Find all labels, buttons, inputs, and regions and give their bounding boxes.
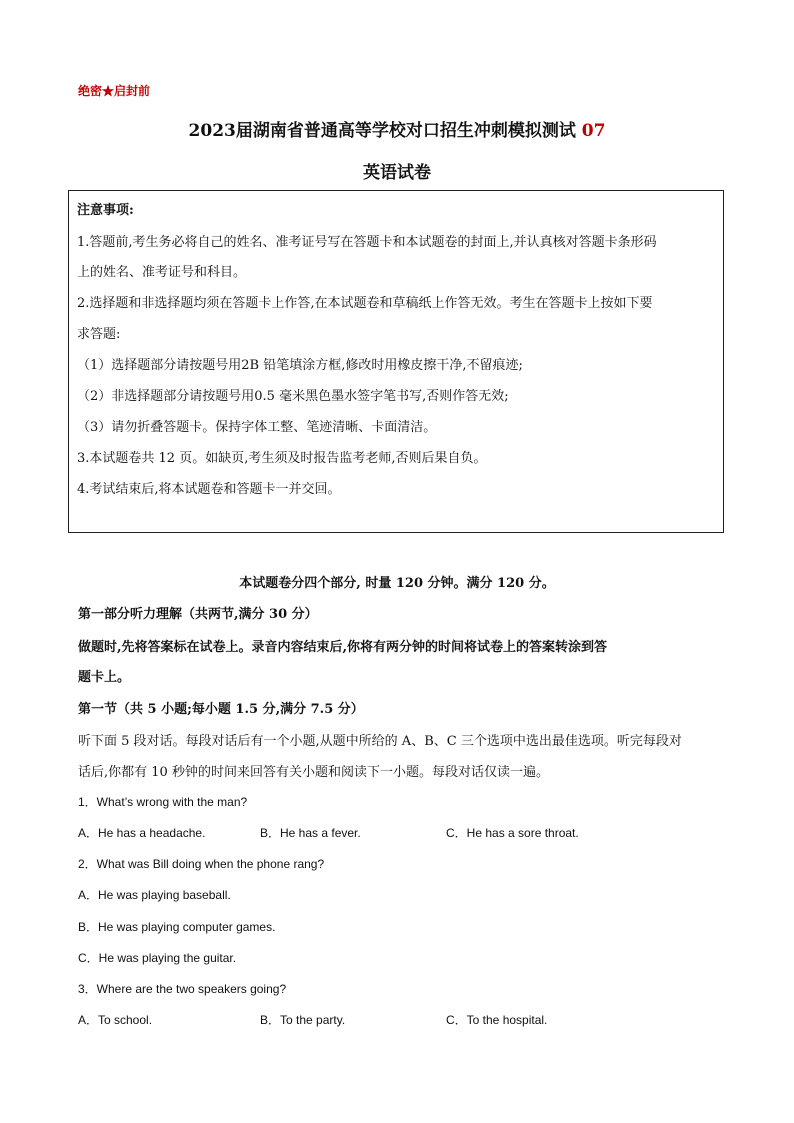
option-c: C．He was playing the guitar. xyxy=(78,951,237,965)
notice-box xyxy=(68,190,724,533)
notice-line: （2）非选择题部分请按题号用0.5 毫米黑色墨水签字笔书写,否则作答无效; xyxy=(77,389,509,404)
option-c: C．To the hospital. xyxy=(446,1013,548,1027)
part1-heading: 第一部分听力理解（共两节,满分 30 分） xyxy=(78,607,318,622)
notice-line: 2.选择题和非选择题均须在答题卡上作答,在本试题卷和草稿纸上作答无效。考生在答题卡上按如下要 xyxy=(77,296,653,311)
part1-instruction: 题卡上。 xyxy=(78,670,131,685)
notice-line: 3.本试题卷共 12 页。如缺页,考生须及时报告监考老师,否则后果自负。 xyxy=(77,451,487,466)
notice-line: （3）请勿折叠答题卡。保持字体工整、笔迹清晰、卡面清洁。 xyxy=(77,420,437,435)
notice-line: 上的姓名、准考证号和科目。 xyxy=(77,265,247,280)
exam-title-number: 07 xyxy=(581,121,606,141)
option-a: A．He was playing baseball. xyxy=(78,888,231,902)
exam-subtitle: 英语试卷 xyxy=(363,163,431,183)
option-b: B．He has a fever. xyxy=(260,826,361,840)
notice-line: 1.答题前,考生务必将自己的姓名、准考证号写在答题卡和本试题卷的封面上,并认真核对答题卡条形码 xyxy=(77,235,657,250)
option-a: A．He has a headache. xyxy=(78,826,206,840)
notice-heading: 注意事项: xyxy=(77,203,134,218)
confidential-mark: 绝密★启封前 xyxy=(78,84,151,98)
part1-instruction: 做题时,先将答案标在试卷上。录音内容结束后,你将有两分钟的时间将试卷上的答案转涂到答 xyxy=(78,640,608,655)
section1-instruction: 话后,你都有 10 秒钟的时间来回答有关小题和阅读下一小题。每段对话仅读一遍。 xyxy=(78,765,549,780)
question-stem: 3．Where are the two speakers going? xyxy=(78,982,287,996)
exam-title-main: 2023届湖南省普通高等学校对口招生冲刺模拟测试 xyxy=(188,121,576,141)
section1-instruction: 听下面 5 段对话。每段对话后有一个小题,从题中所给的 A、B、C 三个选项中选出最佳选项。听完每段对 xyxy=(78,734,682,749)
option-a: A．To school. xyxy=(78,1013,153,1027)
question-stem: 2．What was Bill doing when the phone rang? xyxy=(78,857,325,871)
question-stem: 1．What’s wrong with the man? xyxy=(78,795,248,809)
section1-heading: 第一节（共 5 小题;每小题 1.5 分,满分 7.5 分） xyxy=(78,702,364,717)
option-b: B．To the party. xyxy=(260,1013,346,1027)
notice-line: （1）选择题部分请按题号用2B 铅笔填涂方框,修改时用橡皮擦干净,不留痕迹; xyxy=(77,358,523,373)
exam-title xyxy=(0,116,794,141)
option-c: C．He has a sore throat. xyxy=(446,826,579,840)
option-b: B．He was playing computer games. xyxy=(78,920,276,934)
notice-line: 求答题: xyxy=(77,327,121,342)
exam-summary: 本试题卷分四个部分, 时量 120 分钟。满分 120 分。 xyxy=(239,576,555,591)
notice-line: 4.考试结束后,将本试题卷和答题卡一并交回。 xyxy=(77,482,341,497)
